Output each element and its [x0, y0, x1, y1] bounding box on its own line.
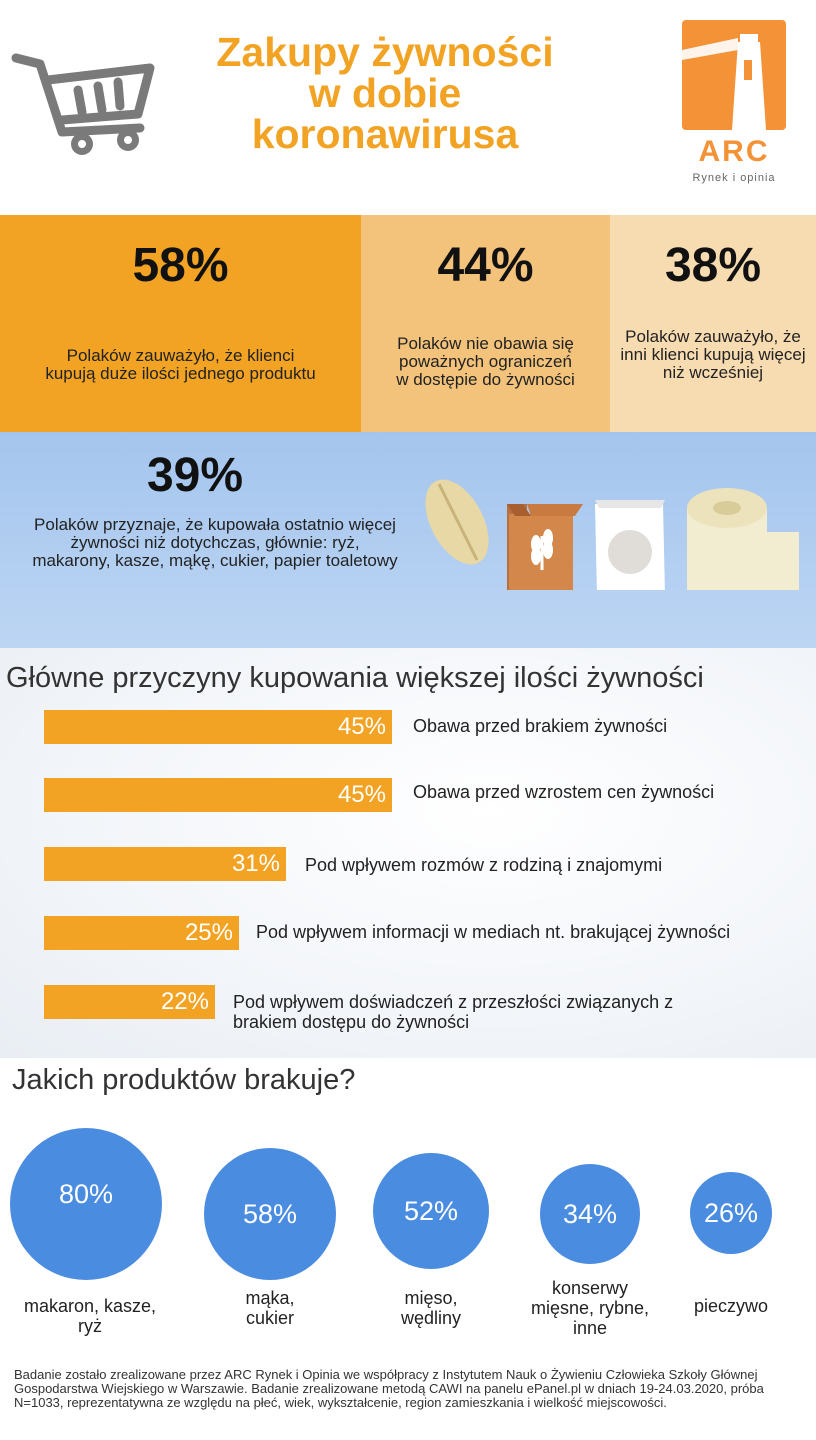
toilet-paper-icon	[687, 488, 799, 590]
purchase-stat-band	[0, 432, 816, 648]
stat-value: 58%	[132, 239, 229, 292]
reason-label: Obawa przed brakiem żywności	[413, 716, 668, 736]
reasons-section	[0, 648, 816, 1058]
reason-bar	[44, 916, 239, 950]
reason-label: Obawa przed wzrostem cen żywności	[413, 782, 715, 802]
stat-box-2	[361, 215, 610, 432]
shortage-label: makaron, kasze, ryż	[23, 1296, 157, 1336]
title-line-1: Zakupy żywności	[216, 29, 554, 75]
grain-icon	[415, 469, 502, 575]
reason-label: Pod wpływem doświadczeń z przeszłości związanych z brakiem dostępu do żywności	[233, 992, 674, 1032]
shopping-cart-icon	[10, 40, 160, 160]
reason-label: Pod wpływem rozmów z rodziną i znajomymi	[305, 855, 663, 875]
stat-value: 39%	[146, 449, 244, 502]
shortage-label: mięso, wędliny	[400, 1288, 462, 1328]
footer-note: Badanie zostało zrealizowane przez ARC Rynek i Opinia we współpracy z Instytutem Nauk o Żywieniu Człowieka Szkoły Głównej Gospodarstwa Wiejskiego w Warszawie. Badanie zrealizowane metodą CAWI na panelu ePanel.pl w dniach 19-24.03.2020, próba N=1033, reprezentatywna ze względu na płeć, wiek, wykształcenie, region zamieszkania i wielkość miejscowości.	[14, 1367, 764, 1410]
stat-text: Polaków zauważyło, że inni klienci kupują więcej niż wcześniej	[620, 327, 806, 382]
bar-value: 45%	[337, 781, 386, 808]
stat-text: Polaków nie obawia się poważnych ograniczeń w dostępie do żywności	[396, 334, 575, 389]
reason-label: Pod wpływem informacji w mediach nt. brakującej żywności	[256, 922, 731, 942]
title-line-2: w dobie	[308, 70, 462, 116]
logo-name: ARC	[698, 135, 770, 168]
title-line-3: koronawirusa	[251, 111, 519, 157]
bar-value: 22%	[160, 988, 209, 1015]
reason-bar	[44, 778, 392, 812]
flour-bag-icon	[507, 504, 583, 590]
section-title: Główne przyczyny kupowania większej ilości żywności	[6, 662, 704, 694]
shortage-circle: 26%	[690, 1172, 772, 1254]
stat-box-3	[610, 215, 816, 432]
shortage-label: konserwy mięsne, rybne, inne	[530, 1278, 650, 1338]
shortage-circle: 34%	[540, 1164, 640, 1264]
arc-logo	[678, 20, 790, 184]
lighthouse-icon	[682, 20, 786, 130]
stat-value: 38%	[664, 239, 762, 292]
reason-bar	[44, 985, 215, 1019]
header	[0, 0, 816, 215]
reason-bar	[44, 847, 286, 881]
shortage-circle: 80%	[10, 1128, 162, 1280]
shortage-label: mąka, cukier	[245, 1288, 295, 1328]
shortage-circle: 52%	[373, 1153, 489, 1269]
shortage-label: pieczywo	[693, 1296, 769, 1316]
section-title: Jakich produktów brakuje?	[12, 1064, 356, 1096]
sugar-sack-icon	[595, 500, 665, 590]
reason-bar	[44, 710, 392, 744]
stat-box-1	[0, 215, 361, 432]
page-title	[185, 29, 585, 157]
bar-value: 45%	[337, 713, 386, 740]
logo-subtitle: Rynek i opinia	[692, 172, 776, 184]
shortage-circle: 58%	[204, 1148, 336, 1280]
stat-text: Polaków przyznaje, że kupowała ostatnio więcej żywności niż dotychczas, głównie: ryż, makarony, kasze, mąkę, cukier, papier toaletowy	[32, 515, 398, 570]
bar-value: 31%	[231, 850, 280, 877]
products-illustration	[415, 460, 815, 590]
stat-value: 44%	[437, 239, 534, 292]
stat-text: Polaków zauważyło, że klienci kupują duże ilości jednego produktu	[45, 346, 316, 383]
bar-value: 25%	[184, 919, 233, 946]
